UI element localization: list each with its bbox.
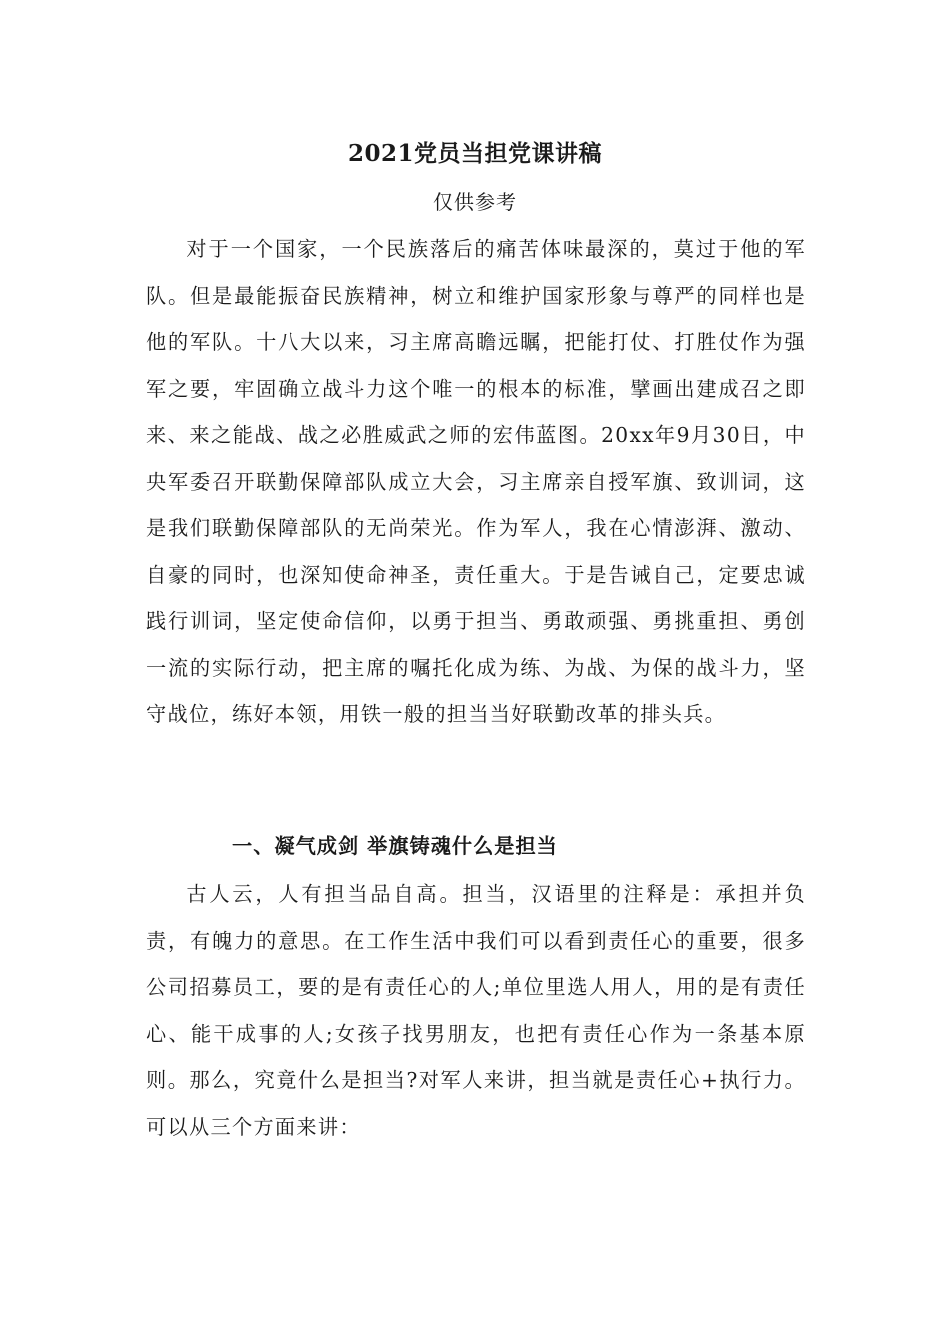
section-heading-1: 一、凝气成剑 举旗铸魂什么是担当 (232, 834, 558, 858)
document-subtitle: 仅供参考 (433, 190, 517, 214)
document-title: 2021党员当担党课讲稿 (347, 140, 602, 167)
body-paragraph-1: 对于一个国家，一个民族落后的痛苦体味最深的，莫过于他的军队。但是最能振奋民族精神，树立和维护国家形象与尊严的同样也是他的军队。十八大以来，习主席高瞻远瞩，把能打仗、打胜仗作为强军之要，牢固确立战斗力这个唯一的根本的标准，擘画出建成召之即来、来之能战、战之必胜威武之师的宏伟蓝图。20xx年9月30日，中央军委召开联勤保障部队成立大会，习主席亲自授军旗、致训词，这是我们联勤保障部队的无尚荣光。作为军人，我在心情澎湃、激动、自豪的同时，也深知使命神圣，责任重大。于是告诫自己，定要忠诚践行训词，坚定使命信仰，以勇于担当、勇敢顽强、勇挑重担、勇创一流的实际行动，把主席的嘱托化成为练、为战、为保的战斗力，坚守战位，练好本领，用铁一般的担当当好联勤改革的排头兵。 (146, 237, 806, 726)
body-paragraph-2: 古人云，人有担当品自高。担当，汉语里的注释是：承担并负责，有魄力的意思。在工作生活中我们可以看到责任心的重要，很多公司招募员工，要的是有责任心的人;单位里选人用人，用的是有责任心、能干成事的人;女孩子找男朋友，也把有责任心作为一条基本原则。那么，究竟什么是担当?对军人来讲，担当就是责任心+执行力。可以从三个方面来讲： (146, 882, 806, 1139)
